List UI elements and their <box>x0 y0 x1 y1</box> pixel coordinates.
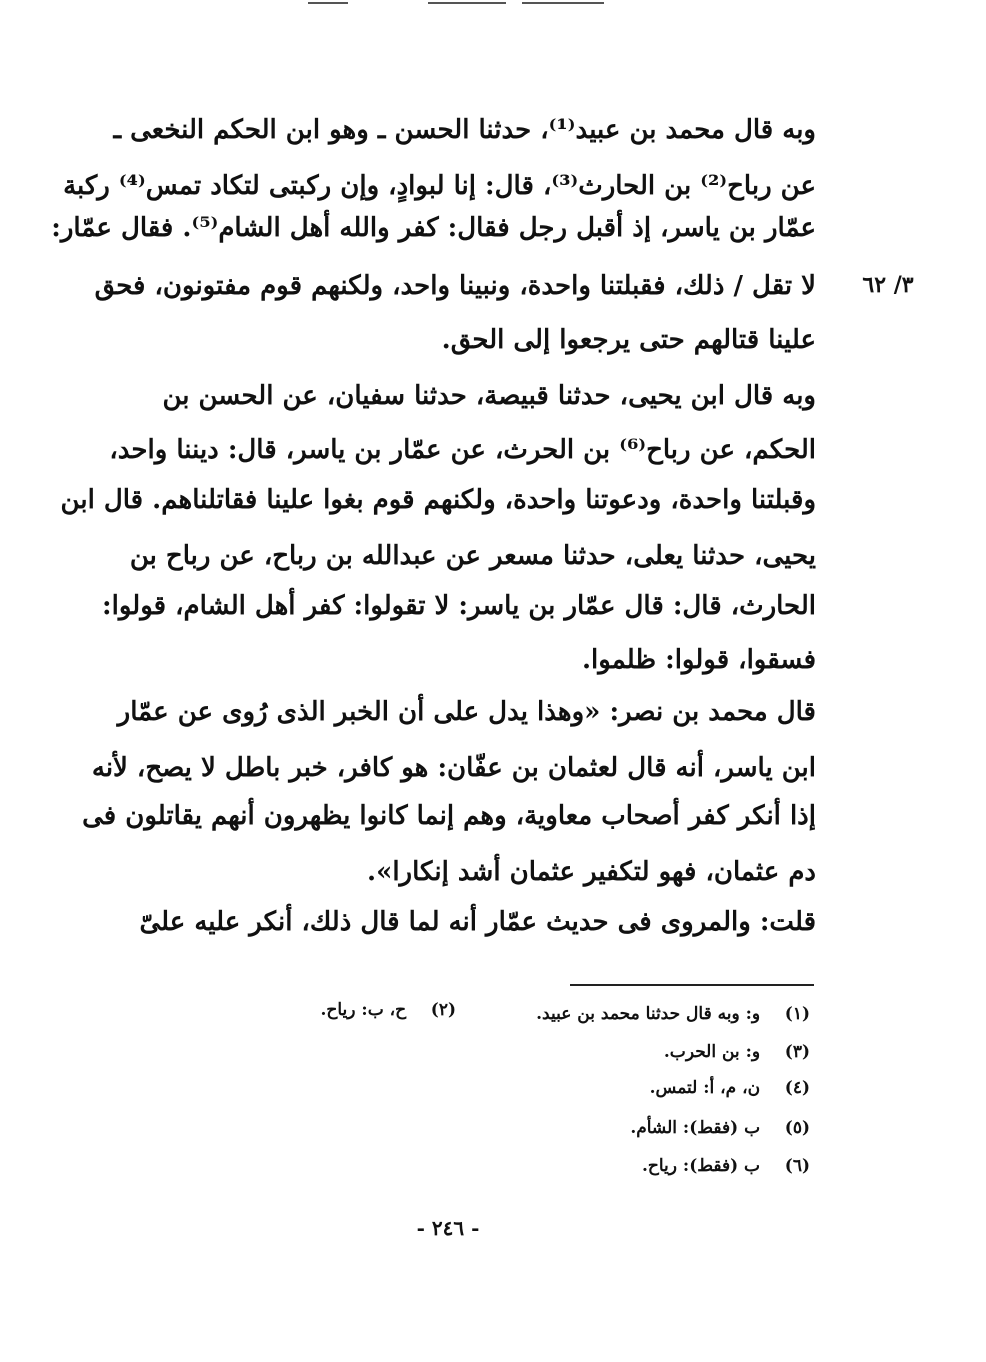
text-line: قال محمد بن نصر: «وهذا يدل على أن الخبر الذى رُوى عن عمّار <box>117 697 816 727</box>
text-line: قلت: والمروى فى حديث عمّار أنه لما قال ذلك، أنكر عليه علىّ <box>139 907 816 937</box>
text-line: الحكم، عن رباح⁽⁶⁾ بن الحرث، عن عمّار بن ياسر، قال: ديننا واحد، <box>109 435 816 465</box>
footnote-number: (٦) <box>784 1156 810 1176</box>
text-line: عن رباح⁽²⁾ بن الحارث⁽³⁾، قال: إنا لبوادٍ، وإن ركبتى لتكاد تمس⁽⁴⁾ ركبة <box>63 171 816 201</box>
footnote-number: (٢) <box>430 1000 456 1020</box>
text-line: وبه قال محمد بن عبيد⁽¹⁾، حدثنا الحسن ـ وهو ابن الحكم النخعى ـ <box>113 115 816 145</box>
footnote-separator <box>570 984 814 986</box>
page-number: - ٢٤٦ - <box>416 1216 480 1240</box>
footnote <box>642 1154 810 1178</box>
text-line: عمّار بن ياسر، إذ أقبل رجل فقال: كفر والله أهل الشام⁽⁵⁾. فقال عمّار: <box>51 213 816 243</box>
footnote <box>536 1002 810 1026</box>
top-rule-left <box>308 2 348 4</box>
footnote-number: (١) <box>784 1004 810 1024</box>
text-line: لا تقل / ذلك، فقبلتنا واحدة، ونبينا واحد، ولكنهم قوم مفتونون، فحق <box>94 271 816 301</box>
footnote-number: (٥) <box>784 1118 810 1138</box>
footnote-text: ب (فقط): الشأم. <box>630 1118 761 1138</box>
text-line: إذا أنكر كفر أصحاب معاوية، وهم إنما كانوا يظهرون أنهم يقاتلون فى <box>82 801 816 831</box>
text-line: وبه قال ابن يحيى، حدثنا قبيصة، حدثنا سفيان، عن الحسن بن <box>162 381 816 411</box>
footnote <box>320 998 456 1022</box>
text-line: الحارث، قال: قال عمّار بن ياسر: لا تقولوا: كفر أهل الشام، قولوا: <box>102 591 816 621</box>
footnote <box>630 1116 810 1140</box>
margin-page-marker: ٣/ ٦٢ <box>862 272 914 298</box>
text-line: دم عثمان، فهو لتكفير عثمان أشد إنكارا». <box>367 857 816 887</box>
footnote-text: ح، ب: رياح. <box>320 1000 407 1020</box>
footnote-text: ب (فقط): رياح. <box>641 1156 761 1176</box>
footnote <box>650 1076 810 1100</box>
footnote-number: (٣) <box>784 1042 810 1062</box>
top-rule-right <box>522 2 604 4</box>
text-line: فسقوا، قولوا: ظلموا. <box>582 645 816 675</box>
footnote <box>664 1040 810 1064</box>
footnote-text: ن، م، أ: لتمس. <box>649 1078 761 1098</box>
footnote-number: (٤) <box>784 1078 810 1098</box>
text-line: وقبلتنا واحدة، ودعوتنا واحدة، ولكنهم قوم بغوا علينا فقاتلناهم. قال ابن <box>60 485 816 515</box>
text-line: يحيى، حدثنا يعلى، حدثنا مسعر عن عبدالله بن رباح، عن رباح بن <box>129 541 816 571</box>
footnote-text: و: وبه قال حدثنا محمد بن عبيد. <box>536 1004 761 1024</box>
text-line: ابن ياسر، أنه قال لعثمان بن عفّان: هو كافر، خبر باطل لا يصح، لأنه <box>91 753 816 783</box>
footnote-text: و: بن الحرب. <box>663 1042 761 1062</box>
text-line: علينا قتالهم حتى يرجعوا إلى الحق. <box>441 325 816 355</box>
top-rule-middle <box>428 2 506 4</box>
